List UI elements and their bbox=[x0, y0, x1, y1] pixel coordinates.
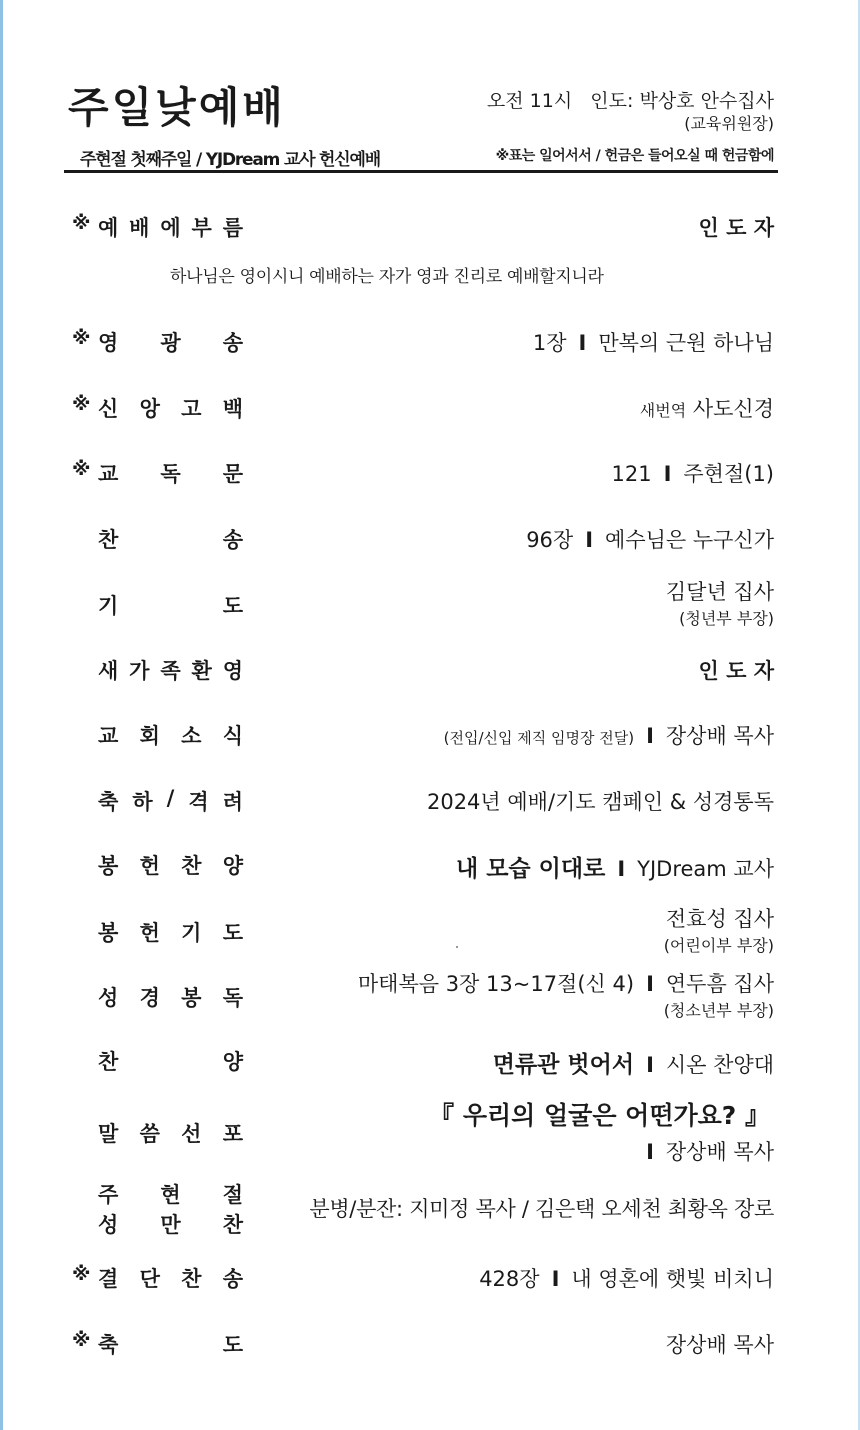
row-label: 축 도 bbox=[98, 1333, 243, 1357]
row-value: 428장 I 내 영혼에 햇빛 비치니 bbox=[479, 1267, 774, 1291]
row-value: 내 모습 이대로 I YJDream 교사 bbox=[455, 856, 774, 882]
row-value: 121 I 주현절(1) bbox=[611, 462, 774, 486]
standing-note: ※표는 일어서서 / 헌금은 들어오실 때 헌금함에 bbox=[495, 148, 774, 164]
row-label: 찬 양 bbox=[98, 1050, 243, 1074]
row-label: 영 광 송 bbox=[98, 331, 243, 355]
standing-mark: ※ bbox=[72, 1263, 91, 1285]
row-label: 결 단 찬 송 bbox=[98, 1267, 243, 1291]
row-value: 전효성 집사 (어린이부 부장) bbox=[663, 907, 774, 955]
header-divider bbox=[64, 170, 778, 173]
row-label: 신 앙 고 백 bbox=[98, 397, 243, 421]
leader-name: 박상호 안수집사 bbox=[639, 90, 774, 112]
standing-mark: ※ bbox=[72, 458, 91, 480]
row-value: 김달년 집사 (청년부 부장) bbox=[665, 580, 774, 628]
row-label: 봉 헌 찬 양 bbox=[98, 854, 243, 878]
page-edge-left bbox=[0, 0, 3, 1430]
row-label: 말 씀 선 포 bbox=[98, 1122, 243, 1146]
row-value: 분병/분잔: 지미정 목사 / 김은택 오세천 최황옥 장로 bbox=[309, 1197, 774, 1221]
row-label: 축 하 / 격 려 bbox=[98, 786, 243, 814]
row-label: 성 경 봉 독 bbox=[98, 986, 243, 1010]
row-value: 새번역 사도신경 bbox=[639, 397, 774, 421]
row-value: 96장 I 예수님은 누구신가 bbox=[526, 528, 774, 552]
row-label: 봉 헌 기 도 bbox=[98, 921, 243, 945]
call-to-worship-text: 하나님은 영이시니 예배하는 자가 영과 진리로 예배할지니라 bbox=[170, 267, 604, 287]
row-value: 장상배 목사 bbox=[665, 1333, 774, 1357]
standing-mark: ※ bbox=[72, 212, 91, 234]
row-value: 마태복음 3장 13~17절(신 4) I 연두흠 집사 (청소년부 부장) bbox=[357, 972, 774, 1020]
row-label: 새 가 족 환 영 bbox=[98, 659, 243, 683]
standing-mark: ※ bbox=[72, 1329, 91, 1351]
standing-mark: ※ bbox=[72, 327, 91, 349]
standing-mark: ※ bbox=[72, 393, 91, 415]
row-label: 교 회 소 식 bbox=[98, 724, 243, 748]
row-value: 2024년 예배/기도 캠페인 & 성경통독 bbox=[426, 790, 774, 814]
leader-label: 인도: bbox=[590, 90, 634, 112]
row-label: 찬 송 bbox=[98, 528, 243, 552]
service-subtitle: 주현절 첫째주일 / YJDream 교사 헌신예배 bbox=[80, 150, 380, 170]
service-info bbox=[487, 86, 774, 113]
sermon-title: 『 우리의 얼굴은 어떤가요? 』 bbox=[429, 1101, 770, 1130]
row-label: 기 도 bbox=[98, 594, 243, 618]
row-value: 인 도 자 bbox=[698, 659, 774, 683]
row-label: 예 배 에 부 름 bbox=[98, 216, 243, 240]
row-value: 인 도 자 bbox=[698, 216, 774, 240]
row-label: 주 현 절 성 만 찬 bbox=[98, 1183, 243, 1237]
row-value: 1장 I 만복의 근원 하나님 bbox=[532, 331, 774, 355]
row-label: 교 독 문 bbox=[98, 462, 243, 486]
service-time: 오전 11시 bbox=[486, 90, 573, 112]
page-title: 주일낮예배 bbox=[68, 83, 286, 132]
row-value: (전입/신입 제직 임명장 전달) I 장상배 목사 bbox=[443, 724, 774, 748]
row-value: 면류관 벗어서 I 시온 찬양대 bbox=[492, 1052, 774, 1078]
paper-speck bbox=[456, 946, 458, 948]
row-value: 『 우리의 얼굴은 어떤가요? 』 I 장상배 목사 bbox=[429, 1096, 774, 1166]
leader-role: (교육위원장) bbox=[684, 114, 774, 133]
